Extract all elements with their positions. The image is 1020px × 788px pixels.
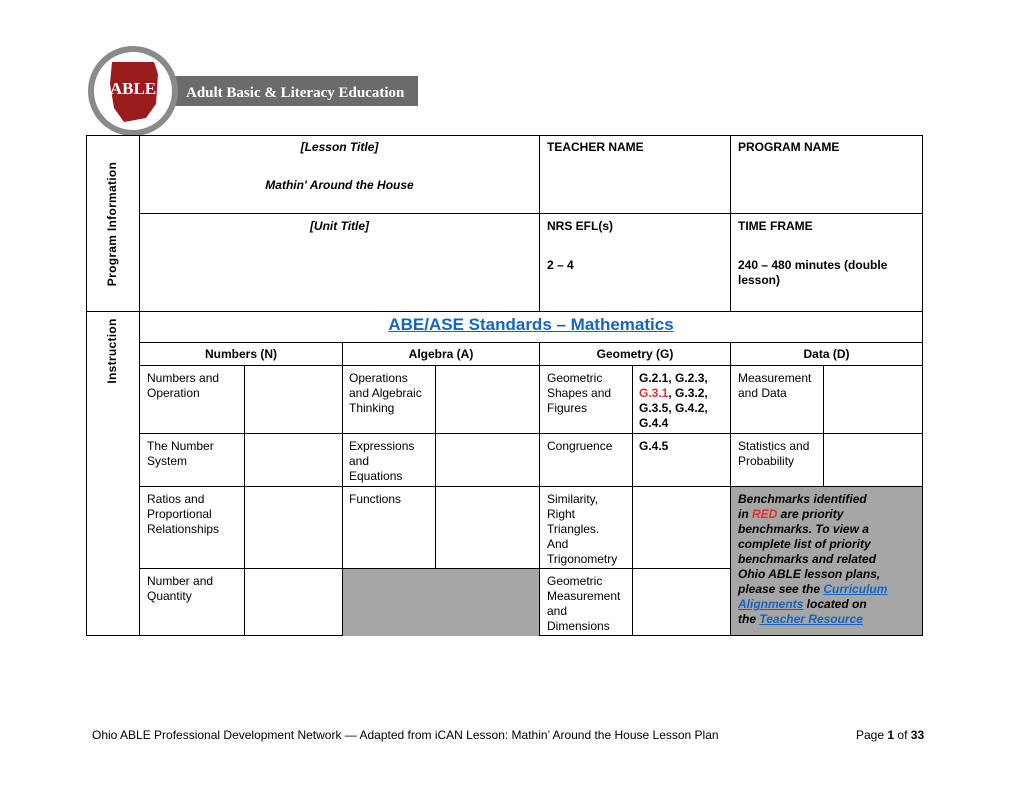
time-frame-label: TIME FRAME xyxy=(738,219,813,233)
congruence xyxy=(547,439,612,454)
cell-line: Triangles. xyxy=(547,522,600,536)
divider xyxy=(632,365,633,636)
note-text: are priority xyxy=(777,507,844,521)
note-line xyxy=(738,597,920,612)
able-logo xyxy=(88,44,428,138)
note-line xyxy=(738,582,920,597)
cell-line: Probability xyxy=(738,454,795,468)
statistics-probability xyxy=(738,439,809,469)
cell-line: Operation xyxy=(147,386,200,400)
empty-gray-cell xyxy=(343,569,539,636)
curriculum-link[interactable]: Curriculum xyxy=(823,582,888,596)
cell-line: and Algebraic xyxy=(349,386,422,400)
note-text: the xyxy=(738,612,760,626)
divider xyxy=(139,433,923,434)
divider xyxy=(86,635,343,636)
teacher-resource-link[interactable]: Teacher Resource xyxy=(759,612,863,626)
cell-line: Thinking xyxy=(349,401,395,415)
teacher-name-label: TEACHER NAME xyxy=(547,140,644,154)
cell-line: Proportional xyxy=(147,507,212,521)
divider xyxy=(823,365,824,486)
page-total: 33 xyxy=(910,728,925,742)
divider xyxy=(539,135,540,311)
note-line xyxy=(738,507,920,522)
cell-line: Congruence xyxy=(547,439,613,453)
program-information-side-label: Program Information xyxy=(105,161,119,287)
divider xyxy=(139,342,923,343)
functions xyxy=(349,492,401,507)
note-red-word: RED xyxy=(752,507,778,521)
cell-line: and Data xyxy=(738,386,787,400)
logo-badge-text: ABLE xyxy=(109,79,157,98)
priority-code: G.3.1 xyxy=(639,386,669,400)
cell-line: Numbers and xyxy=(147,371,220,385)
cell-line: Shapes and xyxy=(547,386,612,400)
operations-algebraic xyxy=(349,371,422,416)
note-text: please see the xyxy=(738,582,824,596)
page-indicator xyxy=(856,728,924,742)
note-line: complete list of priority xyxy=(738,537,871,551)
time-frame-line: 240 – 480 minutes (double xyxy=(738,258,888,272)
cell-line: Geometric xyxy=(547,574,603,588)
side-label-divider xyxy=(139,135,140,636)
logo-banner-text: Adult Basic & Literacy Education xyxy=(186,85,405,101)
lesson-title-label: [Lesson Title] xyxy=(300,140,379,154)
header-geometry: Geometry (G) xyxy=(596,347,674,361)
cell-line: and xyxy=(547,604,568,618)
cell-line: And xyxy=(547,537,569,551)
number-system xyxy=(147,439,214,469)
cell-line: Operations xyxy=(349,371,408,385)
similarity-trigonometry xyxy=(547,492,617,567)
code-text: , G.3.2, xyxy=(668,386,708,400)
footer-text: Ohio ABLE Professional Development Network — Adapted from iCAN Lesson: Mathin’ Around the House Lesson Plan xyxy=(92,728,719,742)
table-border-right xyxy=(922,135,923,636)
note-text: in xyxy=(738,507,752,521)
header-data: Data (D) xyxy=(803,347,850,361)
numbers-operation xyxy=(147,371,219,401)
geometric-measurement xyxy=(547,574,620,634)
cell-line: System xyxy=(147,454,188,468)
cell-line: Relationships xyxy=(147,522,220,536)
congruence-code: G.4.5 xyxy=(639,439,669,453)
cell-line: Geometric xyxy=(547,371,603,385)
divider xyxy=(244,365,245,636)
page-word: Page xyxy=(856,728,885,742)
divider xyxy=(86,311,923,312)
table-border-left xyxy=(86,135,87,636)
cell-line: Equations xyxy=(349,469,403,483)
page-number: 1 xyxy=(887,728,895,742)
cell-line: and xyxy=(349,454,370,468)
instruction-side-label: Instruction xyxy=(105,318,119,384)
priority-benchmarks-note xyxy=(738,492,920,627)
note-line xyxy=(738,612,920,627)
nrs-efl-label: NRS EFL(s) xyxy=(547,219,613,233)
cell-line: Dimensions xyxy=(547,619,610,633)
divider xyxy=(539,635,923,636)
measurement-data xyxy=(738,371,811,401)
geometry-codes xyxy=(639,371,708,431)
cell-line: Expressions xyxy=(349,439,415,453)
standards-title[interactable]: ABE/ASE Standards – Mathematics xyxy=(388,315,674,334)
cell-line: G.2.1, G.2.3, xyxy=(639,371,708,385)
divider xyxy=(539,342,540,636)
geometric-shapes xyxy=(547,371,611,416)
alignments-link[interactable]: Alignments xyxy=(738,597,804,611)
cell-line xyxy=(639,386,708,401)
cell-line: Figures xyxy=(547,401,588,415)
header-algebra: Algebra (A) xyxy=(408,347,474,361)
cell-line: The Number xyxy=(147,439,214,453)
time-frame-line: lesson) xyxy=(738,273,781,287)
program-name-label: PROGRAM NAME xyxy=(738,140,840,154)
lesson-title: Mathin' Around the House xyxy=(265,178,414,192)
cell-line: Quantity xyxy=(147,589,192,603)
ratios-proportional xyxy=(147,492,219,537)
cell-line: Ratios and xyxy=(147,492,205,506)
header-numbers: Numbers (N) xyxy=(204,347,277,361)
table-border-top xyxy=(86,135,923,136)
divider xyxy=(730,135,731,311)
of-word: of xyxy=(897,728,908,742)
time-frame-value xyxy=(738,258,887,288)
cell-line: Functions xyxy=(349,492,402,506)
note-line: benchmarks. To view a xyxy=(738,522,869,536)
cell-line: Statistics and xyxy=(738,439,810,453)
number-quantity xyxy=(147,574,213,604)
note-line: Ohio ABLE lesson plans, xyxy=(738,567,881,581)
note-line: benchmarks and related xyxy=(738,552,877,566)
cell-line: Measurement xyxy=(547,589,621,603)
cell-line: Trigonometry xyxy=(547,552,618,566)
unit-title-label: [Unit Title] xyxy=(309,219,370,233)
divider xyxy=(435,365,436,569)
note-text: located on xyxy=(803,597,867,611)
divider xyxy=(139,365,923,366)
expressions-equations xyxy=(349,439,414,484)
cell-line: Right xyxy=(547,507,576,521)
note-line: Benchmarks identified xyxy=(738,492,867,506)
cell-line: Similarity, xyxy=(547,492,599,506)
cell-line: G.3.5, G.4.2, xyxy=(639,401,708,415)
divider xyxy=(139,213,923,214)
standards-title-link[interactable] xyxy=(140,317,922,334)
cell-line: Number and xyxy=(147,574,214,588)
cell-line: Measurement xyxy=(738,371,812,385)
cell-line: G.4.4 xyxy=(639,416,669,430)
nrs-efl-value: 2 – 4 xyxy=(547,258,574,272)
